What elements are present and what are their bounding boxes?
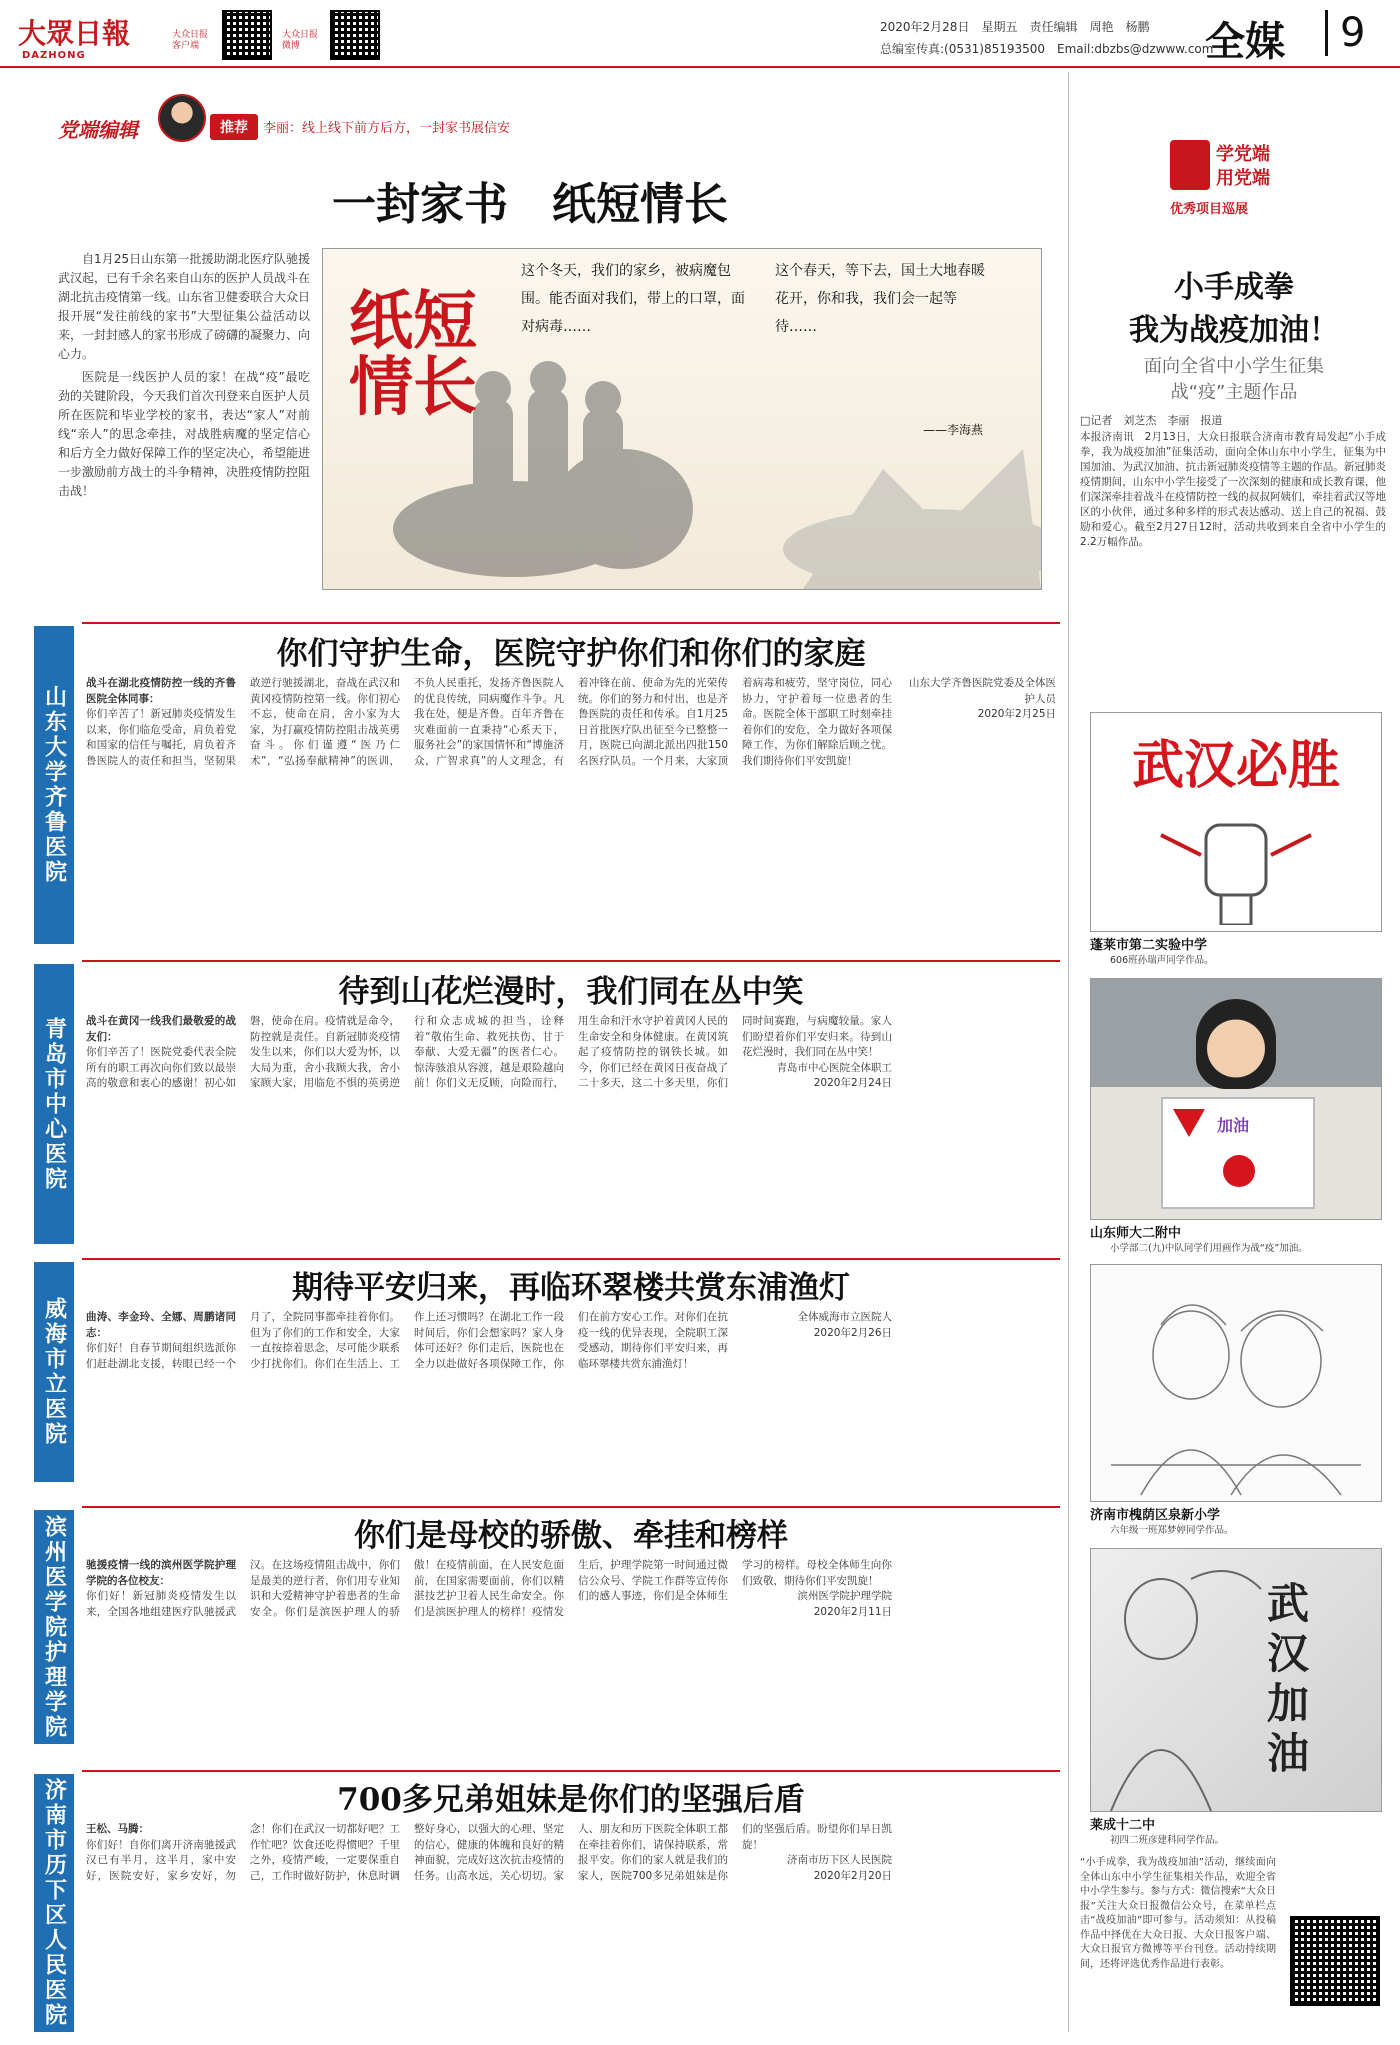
badge-line3: 优秀项目巡展 <box>1170 202 1249 217</box>
qr-code-icon <box>330 10 380 60</box>
masthead <box>0 0 1400 68</box>
article-title: 期待平安归来，再临环翠楼共赏东浦渔灯 <box>292 1270 850 1306</box>
artwork-credit: 606班孙瑞声同学作品。 <box>1110 955 1214 966</box>
artwork-school: 山东师大二附中 <box>1090 1226 1182 1241</box>
article-text: 你们好！自春节期间组织选派你们赶赴湖北支援，转眼已经一个月了，全院同事都牵挂着你们。但为了你们的工作和安全，大家一直按捺着思念，尽可能少联系少打扰你们。你们在生活上、工作上还习惯吗？在湖北工作一段时间后，你们会想家吗？家人身体可还好？你们走后，医院也在全力以赴做好各项保障工作，你们在前方安心工作。对你们在抗疫一线的优异表现，全院职工深受感动，期待你们平安归来，再临环翠楼共赏东浦渔灯！ <box>86 1311 728 1370</box>
hospital-tab: 威海市立医院 <box>34 1262 74 1482</box>
article-title: 待到山花烂漫时，我们同在丛中笑 <box>338 974 804 1010</box>
recommend-badge: 推荐 <box>210 114 258 140</box>
right-footer: “小手成拳，我为战疫加油”活动，继续面向全体山东中小学生征集相关作品，欢迎全省中小学生参与。参与方式：微信搜索“大众日报”关注大众日报微信公众号，在菜单栏点击“战疫加油”即可参与。活动须知：从投稿作品中择优在大众日报、大众日报客户端、大众日报官方微博等平台刊登。活动持续期间，还将评选优秀作品进行表彰。 <box>1080 1857 1276 1970</box>
article-date: 2020年2月24日 <box>813 1077 892 1089</box>
page-number: 9 <box>1325 10 1365 56</box>
editor-line: 李丽：线上线下前方后方，一封家书展信安 <box>263 121 511 136</box>
fist-drawing <box>1151 795 1321 925</box>
article-body <box>86 1558 1056 1754</box>
article-text: 你们辛苦了！医院党委代表全院所有的职工再次向你们致以最崇高的敬意和衷心的感谢！初心如磐，使命在肩。疫情就是命令，防控就是责任。自新冠肺炎疫情发生以来，你们以大爱为怀，以大局为重，舍小我顾大我，舍小家顾大家，用临危不惧的英勇逆行和众志成城的担当，诠释着“敬佑生命、救死扶伤、甘于奉献、大爱无疆”的医者仁心。惊涛骇浪从容渡，越是艰险越向前！你们义无反顾，向险而行，用生命和汗水守护着黄冈人民的生命安全和身体健康。在黄冈筑起了疫情防控的钢铁长城。如今，你们已经在黄冈日夜奋战了二十多天，这二十多天里，你们同时间赛跑，与病魔较量。家人们盼望着你们平安归来。待到山花烂漫时，我们同在丛中笑！ <box>86 1015 892 1089</box>
article-date: 2020年2月26日 <box>813 1326 892 1339</box>
article-sign: 济南市历下区人民医院 <box>787 1854 892 1866</box>
artwork-credit: 初四二班彦建科同学作品。 <box>1110 1835 1225 1846</box>
date-line: 2020年2月28日 星期五 责任编辑 周艳 杨鹏 <box>880 20 1150 34</box>
calligraphy-artwork <box>322 248 1042 590</box>
heart-icon <box>1223 1155 1255 1187</box>
newspaper-logo: 大眾日報 <box>18 17 131 50</box>
poem-column-2: 这个春天，等下去，国土大地春暖花开，你和我，我们会一起等待…… <box>775 263 985 335</box>
pencil-sketch <box>1091 1549 1381 1811</box>
article-sign: 滨州医学院护理学院 <box>797 1590 892 1602</box>
pencil-sketch <box>1091 1265 1381 1501</box>
article-sign: 青岛市中心医院全体职工 <box>776 1061 892 1074</box>
avatar <box>158 94 206 142</box>
section-rule <box>82 1506 1060 1508</box>
article-body <box>86 1310 1056 1494</box>
artwork-slogan: 武汉加油 <box>1267 1579 1310 1778</box>
artwork-slogan: 武汉必胜 <box>1131 735 1340 796</box>
editor-tag: 党端编辑 <box>58 118 138 142</box>
heart-icon <box>1173 1109 1205 1137</box>
article-text: 你们好！自你们离开济南驰援武汉已有半月，这半月，家中安好，医院安好，家乡安好，勿念！你们在武汉一切都好吧？工作忙吧？饮食还吃得惯吧？千里之外，疫情严峻，一定要保重自己，工作时做好防护，休息时调整好身心，以强大的心理、坚定的信心，健康的体魄和良好的精神面貌，完成好这次抗击疫情的任务。山高水远，关心切切。家人、朋友和历下医院全体职工都在牵挂着你们，请保持联系，常报平安。你们的家人就是我们的家人，医院700多兄弟姐妹是你们的坚强后盾。盼望你们早日凯旋！ <box>86 1823 892 1882</box>
editor-strip <box>58 100 1058 140</box>
poem-column-1: 这个冬天，我们的家乡，被病魔包围。能否面对我们，带上的口罩，面对病毒…… <box>521 263 745 335</box>
qr-code-icon <box>222 10 272 60</box>
intro-text <box>58 250 310 580</box>
section-rule <box>82 622 1060 624</box>
hospital-tab: 山东大学齐鲁医院 <box>34 626 74 944</box>
section-rule <box>82 1258 1060 1260</box>
article-date: 2020年2月11日 <box>813 1605 892 1618</box>
article-date: 2020年2月20日 <box>813 1869 892 1882</box>
qr-code-icon <box>1290 1916 1380 2006</box>
artwork-credit: 六年级一班郑梦婷同学作品。 <box>1110 1525 1234 1536</box>
article-sign: 全体威海市立医院人 <box>797 1311 892 1323</box>
section-rule <box>82 1770 1060 1772</box>
right-title1: 小手成拳 <box>1174 270 1294 305</box>
article-body <box>86 676 1056 942</box>
right-subtitle2: 战“疫”主题作品 <box>1170 382 1298 403</box>
article-salutation: 战斗在湖北疫情防控一线的齐鲁医院全体同事： <box>86 677 236 705</box>
article-salutation: 战斗在黄冈一线我们最敬爱的战友们： <box>86 1015 236 1043</box>
qr2-label: 大众日报 微博 <box>282 30 319 51</box>
hospital-tab: 青岛市中心医院 <box>34 964 74 1244</box>
contact-line: 总编室传真:(0531)85193500 Email:dbzbs@dzwww.com <box>880 42 1214 56</box>
hospital-tab: 济南市历下区人民医院 <box>34 1774 74 2032</box>
article-salutation: 王松、马腾： <box>86 1823 149 1835</box>
article-title: 700多兄弟姐妹是你们的坚强后盾 <box>337 1782 805 1818</box>
article-body <box>86 1822 1056 2034</box>
section-rule <box>82 960 1060 962</box>
intro-paragraph: 自1月25日山东第一批援助湖北医疗队驰援武汉起，已有千余名来自山东的医护人员战斗在湖北抗击疫情第一线。山东省卫健委联合大众日报开展“发往前线的家书”大型征集公益活动以来，一封封感人的家书形成了磅礴的凝聚力、向心力。 <box>58 252 310 361</box>
drawing-board <box>1161 1097 1315 1209</box>
calligraphy-title: 纸短情长 <box>349 284 477 425</box>
article-sign: 山东大学齐鲁医院党委及全体医护人员 <box>909 677 1056 705</box>
newspaper-logo-en: DAZHONG <box>22 50 86 61</box>
student-face <box>1196 999 1276 1089</box>
right-story: 本报济南讯 2月13日，大众日报联合济南市教育局发起“小手成拳，我为战疫加油”征集活动，面向全体山东中小学生，征集为中国加油、为武汉加油、抗击新冠肺炎疫情等主题的作品。新冠肺炎疫情期间，山东中小学生接受了一次深刻的健康和成长教育课，他们深深牵挂着战斗在疫情防控一线的叔叔阿姨们，牵挂着武汉等地区的小伙伴，通过多种多样的形式表达感动、送上自己的祝福、鼓励和爱心。截至2月27日12时，活动共收到来自全省中小学生的2.2万幅作品。 <box>1080 431 1386 548</box>
article-body <box>86 1014 1056 1242</box>
poem-signature: ——李海燕 <box>923 423 984 437</box>
section-name: 全媒 <box>1205 19 1285 65</box>
student-artwork-1 <box>1090 712 1382 932</box>
artwork-school: 莱成十二中 <box>1090 1818 1156 1833</box>
right-title2: 我为战疫加油！ <box>1129 313 1339 348</box>
hospital-tab: 滨州医学院护理学院 <box>34 1510 74 1744</box>
qr1-label: 大众日报 客户端 <box>172 30 209 51</box>
artwork-school: 蓬莱市第二实验中学 <box>1090 938 1208 953</box>
student-artwork-3 <box>1090 1264 1382 1502</box>
article-text: 你们辛苦了！新冠肺炎疫情发生以来，你们临危受命，肩负着党和国家的信任与嘱托，肩负着齐鲁医院人的责任和担当，坚韧果敢逆行驰援湖北，奋战在武汉和黄冈疫情防控第一线。你们初心不忘，使命在肩，舍小家为大家，为打赢疫情防控阻击战英勇奋斗。你们谨遵“医乃仁术”，“弘扬奉献精神”的医训，不负人民重托，发扬齐鲁医院人的优良传统，同病魔作斗争。凡我在处，便是齐鲁。百年齐鲁在灾难面前一直秉持“心系天下，服务社会”的家国情怀和“博施济众，广智求真”的人文理念，有着冲锋在前、使命为先的光荣传统。你们的努力和付出，也是齐鲁医院的责任和传承。自1月25日首批医疗队出征至今已整整一月，医院已向湖北派出四批150名医疗队员。一个月来，大家顶着病毒和疲劳，坚守岗位，同心协力，守护着每一位患者的生命。医院全体干部职工时刻牵挂着你们的安危，全力做好各项保障工作，为你们解除后顾之忧。我们期待你们平安凯旋！ <box>86 677 892 767</box>
article-text: 你们好！新冠肺炎疫情发生以来，全国各地组建医疗队驰援武汉。在这场疫情阻击战中，你们是最美的逆行者，你们用专业知识和大爱精神守护着患者的生命安全。你们是滨医护理人的骄傲！在疫情前面，在人民安危面前，在国家需要面前，你们以精湛技艺护卫着人民生命安全。你们是滨医护理人的榜样！疫情发生后，护理学院第一时间通过微信公众号、学院工作群等宣传你们的感人事迹，你们是全体师生学习的榜样。母校全体师生向你们致敬，期待你们平安凯旋！ <box>86 1559 892 1618</box>
column-divider <box>1068 72 1069 2032</box>
artwork-credit: 小学部二(九)中队同学们用画作为战“疫”加油。 <box>1110 1243 1308 1254</box>
student-artwork-4 <box>1090 1548 1382 1812</box>
artwork-school: 济南市槐荫区泉新小学 <box>1090 1508 1221 1523</box>
main-headline: 一封家书 纸短情长 <box>332 179 728 230</box>
book-icon <box>1170 140 1210 190</box>
article-date: 2020年2月25日 <box>977 708 1056 720</box>
badge-line1: 学党端 <box>1216 144 1270 165</box>
project-badge <box>1170 140 1290 250</box>
article-title: 你们守护生命，医院守护你们和你们的家庭 <box>276 636 866 672</box>
board-text: 加油 <box>1217 1116 1250 1135</box>
article-salutation: 曲涛、李金玲、全娜、周鹏诸同志： <box>86 1311 236 1339</box>
article-title: 你们是母校的骄傲、牵挂和榜样 <box>354 1518 788 1554</box>
student-photo <box>1090 978 1382 1220</box>
right-byline: □记者 刘芝杰 李丽 报道 <box>1080 414 1223 427</box>
badge-line2: 用党端 <box>1216 168 1270 189</box>
intro-paragraph: 医院是一线医护人员的家！在战“疫”最吃劲的关键阶段，今天我们首次刊登来自医护人员所在医院和毕业学校的家书，表达“家人”对前线“亲人”的思念牵挂，对战胜病魔的坚定信心和后方全力做好保障工作的坚定决心，希望能进一步激励前方战士的斗争精神，决胜疫情防控阻击战！ <box>58 370 310 498</box>
article-salutation: 驰援疫情一线的滨州医学院护理学院的各位校友： <box>86 1559 236 1587</box>
right-subtitle1: 面向全省中小学生征集 <box>1144 356 1324 377</box>
